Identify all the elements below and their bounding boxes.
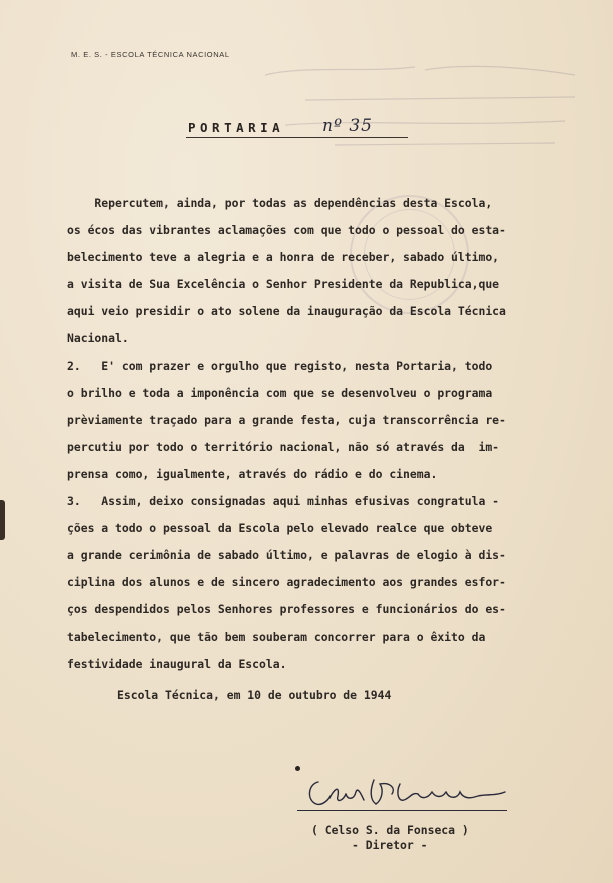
body-line: tabelecimento, que tão bem souberam concorrer para o êxito da xyxy=(67,629,486,644)
place-and-date: Escola Técnica, em 10 de outubro de 1944 xyxy=(117,688,392,702)
body-line: ções a todo o pessoal da Escola pelo elevado realce que obteve xyxy=(67,521,493,536)
body-line: ços despendidos pelos Senhores professores e funcionários do es- xyxy=(67,602,506,617)
body-line: prensa como, igualmente, através do rádio e do cinema. xyxy=(67,466,438,481)
signer-name: ( Celso S. da Fonseca ) xyxy=(311,823,469,837)
body-line: os écos das vibrantes aclamações com que todo o pessoal do esta- xyxy=(67,223,506,238)
title-underline xyxy=(186,137,408,138)
document-title: PORTARIA xyxy=(188,120,285,135)
body-line: aqui veio presidir o ato solene da inauguração da Escola Técnica xyxy=(67,304,506,319)
signature-line xyxy=(297,810,507,811)
body-line: a visita de Sua Excelência o Senhor Presidente da Republica,que xyxy=(67,277,500,292)
body-line: a grande cerimônia de sabado último, e palavras de elogio à dis- xyxy=(67,548,506,563)
body-line: Repercutem, ainda, por todas as dependências desta Escola, xyxy=(67,196,493,210)
signer-role: - Diretor - xyxy=(352,838,428,852)
handwritten-signature xyxy=(300,770,515,820)
body-line: prèviamente traçado para a grande festa, cuja transcorrência re- xyxy=(67,412,506,427)
binder-hole-mark xyxy=(0,500,5,540)
body-line: 3. Assim, deixo consignadas aqui minhas efusivas congratula - xyxy=(67,494,500,509)
handwritten-portaria-number: nº 35 xyxy=(322,116,373,136)
body-line: ciplina dos alunos e de sincero agradecimento aos grandes esfor- xyxy=(67,575,506,590)
body-line: 2. E' com prazer e orgulho que registo, nesta Portaria, todo xyxy=(67,358,493,373)
letterhead: M. E. S. - ESCOLA TÉCNICA NACIONAL xyxy=(71,50,230,59)
body-line: o brilho e toda a imponência com que se desenvolveu o programa xyxy=(67,385,493,400)
body-line: belecimento teve a alegria e a honra de receber, sabado último, xyxy=(67,250,500,265)
body-line: festividade inaugural da Escola. xyxy=(67,656,287,671)
document-body xyxy=(67,190,587,678)
body-line: percutiu por todo o território nacional, não só através da im- xyxy=(67,439,500,454)
faded-registration-stamp xyxy=(245,45,595,165)
body-line: Nacional. xyxy=(67,331,129,346)
